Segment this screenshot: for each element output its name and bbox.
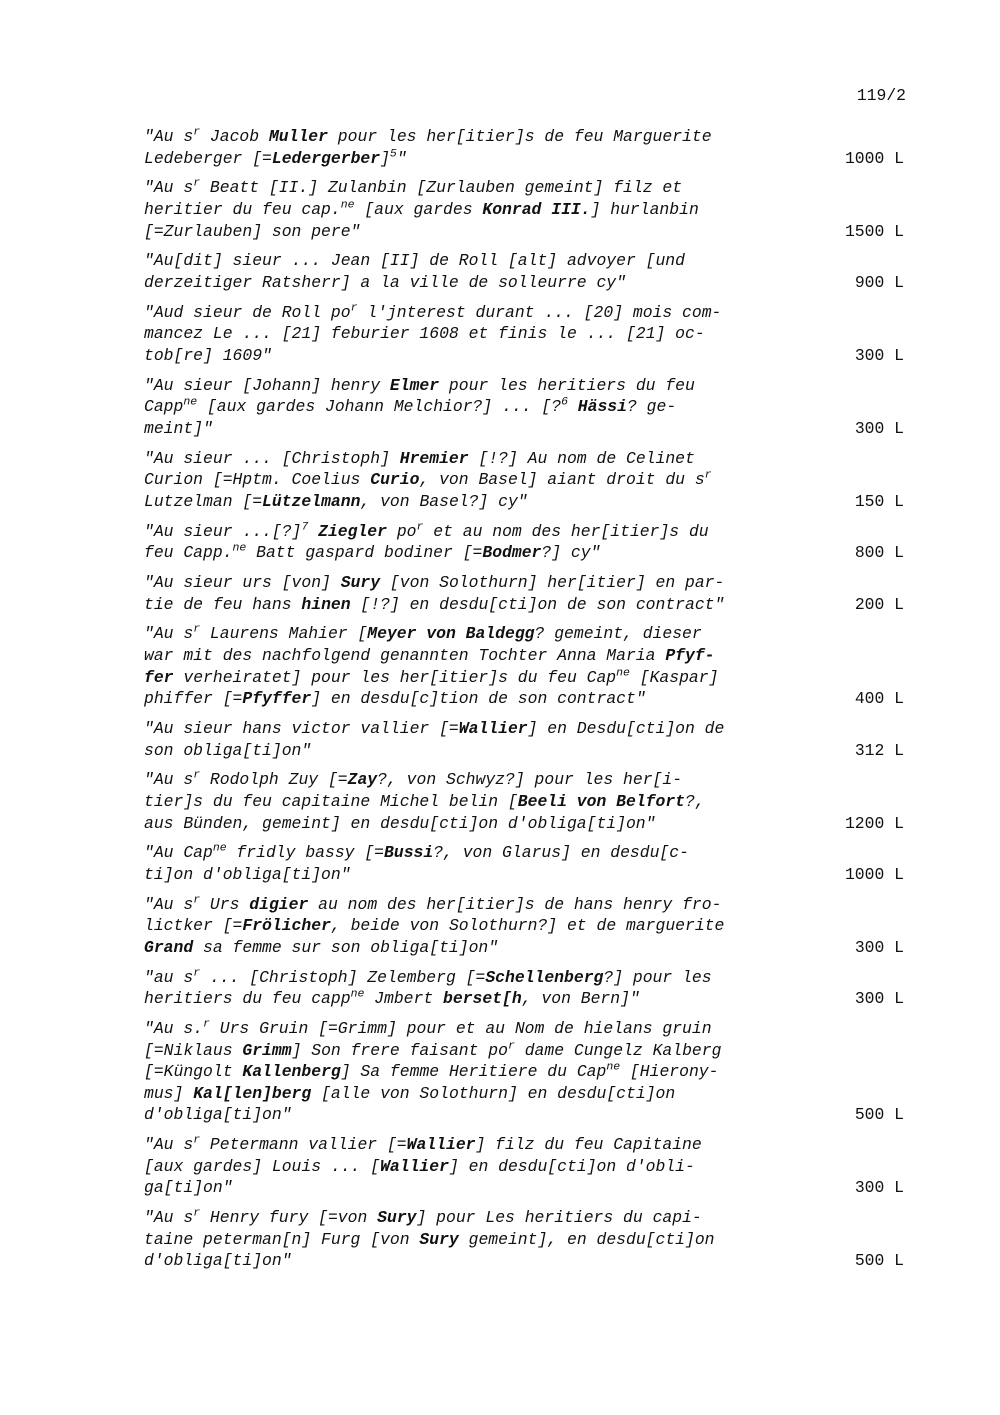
payment-entry: [144, 126, 904, 169]
payment-entry: [144, 250, 904, 293]
text-segment: ] Sa femme Heritiere du Cap: [340, 1062, 607, 1082]
superscript: r: [193, 966, 201, 980]
payment-entry: [144, 623, 904, 709]
text-segment: ?, von Schwyz?] pour les her[i-: [377, 770, 683, 790]
superscript: r: [416, 520, 424, 534]
bold-name: Elmer: [389, 375, 440, 395]
entry-amount: 312 L: [854, 740, 904, 760]
payment-entry: [144, 718, 904, 761]
entry-line: [144, 177, 824, 199]
entry-line: [144, 199, 824, 221]
text-segment: ] en desdu[cti]on d'obli-: [448, 1156, 695, 1176]
text-segment: ti]on d'obliga[ti]on": [144, 864, 351, 884]
payment-entry: [144, 448, 904, 513]
text-segment: [568, 397, 578, 416]
text-segment: ] en Desdu[cti]on de: [527, 718, 725, 738]
bold-name: Grimm: [242, 1040, 292, 1060]
text-segment: Rodolph Zuy [=: [200, 770, 348, 790]
bold-name: Bodmer: [482, 543, 542, 563]
text-segment: Batt gaspard bodiner [=: [246, 543, 483, 563]
entry-line: [144, 1104, 824, 1126]
text-segment: lictker [=: [144, 916, 243, 936]
entry-line: [144, 740, 824, 762]
entry-amount: 900 L: [854, 272, 904, 292]
bold-name: Wallier: [458, 718, 528, 738]
text-segment: [aux gardes Johann Melchior?] ... [?: [197, 397, 562, 417]
bold-name: Meyer von Baldegg: [367, 624, 535, 644]
text-segment: ... [Christoph] Zelemberg [=: [200, 967, 486, 987]
superscript: ne: [232, 541, 247, 555]
superscript: ne: [212, 841, 227, 855]
text-segment: Laurens Mahier [: [200, 624, 368, 644]
text-segment: Beatt [II.] Zulanbin [Zurlauben gemeint] filz et: [200, 178, 683, 198]
entry-line: [144, 967, 824, 989]
text-segment: "Au s.: [144, 1019, 204, 1038]
text-segment: "Au s: [144, 894, 194, 914]
entry-amount: 400 L: [854, 689, 904, 709]
text-segment: Henry fury [=von: [200, 1208, 378, 1228]
entry-line: [144, 594, 824, 616]
entry-text: [144, 375, 824, 440]
bold-name: Pfyffer: [242, 689, 312, 709]
superscript: r: [203, 1017, 210, 1031]
text-segment: ] Son frere faisant po: [291, 1040, 508, 1060]
text-segment: heritier du feu cap.: [144, 199, 341, 219]
entry-line: [144, 469, 824, 491]
superscript: r: [704, 468, 712, 482]
bold-name: Frölicher: [242, 916, 331, 936]
entry-line: [144, 791, 824, 813]
entry-amount: 300 L: [854, 937, 904, 957]
text-segment: "Au s: [144, 1135, 194, 1155]
entry-text: [144, 126, 824, 169]
entry-amount: 500 L: [854, 1251, 904, 1271]
entry-line: [144, 148, 824, 170]
entry-text: [144, 572, 824, 615]
text-segment: [von Solothurn] her[itier] en par-: [380, 573, 725, 592]
bold-name: hinen: [301, 594, 351, 614]
bold-name: Muller: [268, 127, 328, 146]
entry-line: [144, 418, 824, 440]
text-segment: Petermann vallier [=: [200, 1135, 407, 1155]
entry-line: [144, 448, 824, 470]
text-segment: ] en desdu[c]tion de son contract": [311, 689, 646, 709]
payment-entry: [144, 302, 904, 367]
text-segment: sa femme sur son obliga[ti]on": [193, 937, 499, 957]
superscript: ne: [606, 1060, 621, 1074]
text-segment: po: [386, 521, 417, 541]
text-segment: Lutzelman [=: [144, 491, 263, 511]
entry-amount: 200 L: [854, 594, 904, 614]
text-segment: ]: [380, 148, 390, 168]
entry-line: [144, 1229, 824, 1251]
entry-line: [144, 915, 824, 937]
entry-line: [144, 1083, 824, 1105]
entry-amount: 800 L: [854, 543, 904, 563]
payment-entry: [144, 842, 904, 885]
text-segment: "Au sieur [Johann] henry: [144, 375, 390, 395]
entry-amount: 300 L: [854, 1178, 904, 1198]
entry-amount: 150 L: [854, 491, 904, 511]
entry-text: [144, 1134, 824, 1199]
entry-amount: 1000 L: [844, 148, 904, 168]
entry-line: [144, 842, 824, 864]
text-segment: "Au s: [144, 178, 194, 198]
text-segment: Jacob: [200, 127, 269, 146]
entry-line: [144, 1040, 824, 1062]
superscript: r: [350, 301, 358, 315]
text-segment: tob[re] 1609": [144, 345, 272, 365]
text-segment: son obliga[ti]on": [144, 740, 312, 760]
text-segment: war mit des nachfolgend genannten Tochter Anna Maria: [144, 645, 666, 665]
bold-name: Pfyf-: [665, 645, 715, 665]
entry-line: [144, 688, 824, 710]
payment-entry: [144, 769, 904, 834]
bold-name: Grand: [144, 937, 194, 957]
entry-line: [144, 667, 824, 689]
entry-line: [144, 323, 824, 345]
text-segment: ?,: [685, 791, 705, 811]
text-segment: , von Basel] aiant droit du s: [419, 470, 705, 490]
payment-entry: [144, 521, 904, 564]
text-segment: [308, 522, 318, 541]
text-segment: ": [396, 148, 407, 168]
bold-name: Wallier: [406, 1135, 476, 1155]
entry-text: [144, 1207, 824, 1272]
text-segment: dame Cungelz Kalberg: [514, 1040, 722, 1060]
text-segment: ] hurlanbin: [590, 199, 699, 219]
entry-amount: 300 L: [854, 345, 904, 365]
entry-line: [144, 623, 824, 645]
text-segment: , von Bern]": [521, 989, 640, 1009]
text-segment: [aux gardes] Louis ... [: [144, 1156, 381, 1176]
text-segment: verheiratet] pour les her[itier]s du feu Cap: [173, 667, 617, 687]
bold-name: Kal[len]berg: [193, 1083, 312, 1103]
text-segment: "au s: [144, 967, 194, 987]
entry-amount: 1500 L: [844, 221, 904, 241]
payment-entries-list: [144, 126, 904, 1280]
text-segment: gemeint], en desdu[cti]on: [458, 1229, 715, 1249]
text-segment: "Au[dit] sieur ... Jean [II] de Roll [alt] advoyer [und: [144, 251, 685, 271]
text-segment: et au nom des her[itier]s du: [423, 521, 709, 541]
entry-line: [144, 645, 824, 667]
payment-entry: [144, 572, 904, 615]
text-segment: [alle von Solothurn] en desdu[cti]on: [311, 1083, 676, 1103]
text-segment: "Aud sieur de Roll po: [144, 302, 351, 322]
entry-line: [144, 272, 824, 294]
text-segment: "Au sieur urs [von]: [144, 573, 341, 592]
bold-name: fer: [144, 667, 174, 687]
entry-text: [144, 894, 824, 959]
text-segment: ] pour Les heritiers du capi-: [416, 1208, 702, 1228]
entry-amount: 300 L: [854, 989, 904, 1009]
text-segment: tie de feu hans: [144, 594, 302, 614]
text-segment: l'jnterest durant ... [20] mois com-: [357, 302, 722, 322]
superscript: ne: [616, 666, 630, 680]
bold-name: Wallier: [380, 1156, 449, 1176]
text-segment: Ledeberger [=: [144, 148, 272, 168]
text-segment: "Au sieur hans victor vallier [=: [144, 718, 459, 738]
entry-amount: 1200 L: [844, 813, 904, 833]
text-segment: "Au Cap: [144, 843, 213, 863]
entry-line: [144, 718, 824, 740]
superscript: 5: [389, 147, 397, 161]
entry-text: [144, 842, 824, 885]
payment-entry: [144, 1207, 904, 1272]
text-segment: mus]: [144, 1083, 194, 1103]
bold-name: Zay: [347, 770, 378, 790]
text-segment: fridly bassy [=: [226, 843, 385, 863]
text-segment: Urs: [200, 894, 250, 914]
bold-name: berset[h: [443, 989, 522, 1009]
bold-name: Curio: [370, 470, 420, 490]
text-segment: [=Niklaus: [144, 1040, 243, 1060]
text-segment: [Hierony-: [620, 1062, 719, 1082]
superscript: r: [507, 1039, 515, 1053]
text-segment: , von Basel?] cy": [360, 491, 528, 511]
superscript: r: [193, 1133, 201, 1147]
entry-line: [144, 769, 824, 791]
entry-line: [144, 894, 824, 916]
entry-line: [144, 375, 824, 397]
bold-name: Ledergerber: [271, 148, 381, 168]
bold-name: digier: [249, 894, 309, 914]
text-segment: pour les heritiers du feu: [439, 375, 695, 395]
entry-line: [144, 813, 824, 835]
entry-amount: 1000 L: [844, 864, 904, 884]
entry-text: [144, 1018, 824, 1126]
superscript: ne: [183, 395, 198, 409]
text-segment: Urs Gruin [=Grimm] pour et au Nom de hielans gruin: [209, 1019, 712, 1038]
superscript: 6: [561, 395, 568, 409]
text-segment: [aux gardes: [354, 199, 483, 219]
payment-entry: [144, 967, 904, 1010]
text-segment: mancez Le ... [21] feburier 1608 et finis le ... [21] oc-: [144, 324, 705, 344]
entry-text: [144, 769, 824, 834]
text-segment: [Kaspar]: [629, 667, 719, 687]
text-segment: "Au s: [144, 770, 194, 790]
entry-line: [144, 491, 824, 513]
text-segment: ? ge-: [626, 397, 677, 417]
entry-line: [144, 521, 824, 543]
entry-amount: 300 L: [854, 418, 904, 438]
entry-line: [144, 937, 824, 959]
bold-name: Lützelmann: [262, 491, 361, 511]
text-segment: taine peterman[n] Furg [von: [144, 1229, 420, 1249]
text-segment: aus Bünden, gemeint] en desdu[cti]on d'obliga[ti]on": [144, 813, 656, 833]
text-segment: ?, von Glarus] en desdu[c-: [433, 843, 689, 863]
bold-name: Hässi: [577, 397, 627, 417]
entry-line: [144, 396, 824, 418]
text-segment: Jmbert: [364, 989, 444, 1009]
payment-entry: [144, 1018, 904, 1126]
bold-name: Sury: [377, 1208, 417, 1228]
bold-name: Ziegler: [318, 521, 387, 541]
bold-name: Sury: [419, 1229, 459, 1249]
entry-line: [144, 1018, 824, 1040]
text-segment: ?] pour les: [603, 967, 712, 987]
superscript: r: [193, 125, 201, 139]
bold-name: Hremier: [399, 448, 469, 468]
bold-name: Bussi: [384, 843, 434, 863]
text-segment: , beide von Solothurn?] et de marguerite: [330, 916, 725, 936]
text-segment: "Au s: [144, 624, 194, 644]
bold-name: Kallenberg: [242, 1062, 341, 1082]
entry-line: [144, 1134, 824, 1156]
entry-line: [144, 1207, 824, 1229]
entry-line: [144, 542, 824, 564]
text-segment: Curion [=Hptm. Coelius: [144, 470, 371, 490]
text-segment: ?] cy": [541, 543, 601, 563]
text-segment: ga[ti]on": [144, 1178, 233, 1198]
entry-line: [144, 572, 824, 594]
text-segment: "Au s: [144, 1208, 194, 1228]
text-segment: "Au sieur ...[?]: [144, 521, 302, 541]
text-segment: [!?] en desdu[cti]on de son contract": [350, 594, 725, 614]
text-segment: meint]": [144, 418, 213, 438]
text-segment: d'obliga[ti]on": [144, 1105, 292, 1125]
text-segment: au nom des her[itier]s de hans henry fro-: [308, 894, 722, 914]
entry-line: [144, 988, 824, 1010]
bold-name: Beeli von Belfort: [517, 791, 685, 811]
entry-line: [144, 1156, 824, 1178]
entry-text: [144, 302, 824, 367]
superscript: r: [193, 769, 201, 782]
text-segment: Capp: [144, 397, 184, 417]
entry-line: [144, 126, 824, 148]
superscript: r: [193, 893, 201, 907]
entry-line: [144, 345, 824, 367]
superscript: r: [193, 1206, 201, 1220]
bold-name: Sury: [340, 573, 381, 592]
bold-name: Schellenberg: [485, 967, 604, 987]
entry-line: [144, 302, 824, 324]
text-segment: pour les her[itier]s de feu Marguerite: [327, 127, 712, 146]
text-segment: [=Küngolt: [144, 1062, 243, 1082]
entry-text: [144, 448, 824, 513]
payment-entry: [144, 177, 904, 242]
text-segment: "Au s: [144, 127, 194, 146]
superscript: ne: [350, 987, 365, 1001]
superscript: r: [193, 177, 201, 191]
text-segment: tier]s du feu capitaine Michel belin [: [144, 791, 518, 811]
bold-name: Konrad III.: [482, 199, 591, 219]
entry-line: [144, 864, 824, 886]
entry-text: [144, 623, 824, 709]
text-segment: "Au sieur ... [Christoph]: [144, 448, 400, 468]
superscript: r: [193, 623, 201, 637]
text-segment: [=Zurlauben] son pere": [144, 221, 361, 241]
superscript: 7: [301, 520, 309, 534]
entry-text: [144, 177, 824, 242]
entry-text: [144, 967, 824, 1010]
page-number: 119/2: [856, 86, 906, 105]
entry-amount: 500 L: [854, 1105, 904, 1125]
entry-text: [144, 250, 824, 293]
payment-entry: [144, 1134, 904, 1199]
entry-text: [144, 718, 824, 761]
entry-text: [144, 521, 824, 564]
text-segment: [!?] Au nom de Celinet: [468, 448, 695, 468]
entry-line: [144, 1177, 824, 1199]
text-segment: phiffer [=: [144, 689, 243, 709]
text-segment: derzeitiger Ratsherr] a la ville de solleurre cy": [144, 272, 626, 292]
text-segment: ? gemeint, dieser: [534, 624, 702, 644]
payment-entry: [144, 894, 904, 959]
entry-line: [144, 250, 824, 272]
text-segment: d'obliga[ti]on": [144, 1251, 292, 1271]
text-segment: feu Capp.: [144, 543, 233, 563]
entry-line: [144, 1061, 824, 1083]
payment-entry: [144, 375, 904, 440]
text-segment: heritiers du feu capp: [144, 989, 351, 1009]
entry-line: [144, 221, 824, 243]
entry-line: [144, 1250, 824, 1272]
text-segment: ] filz du feu Capitaine: [475, 1135, 702, 1155]
superscript: ne: [340, 198, 355, 212]
